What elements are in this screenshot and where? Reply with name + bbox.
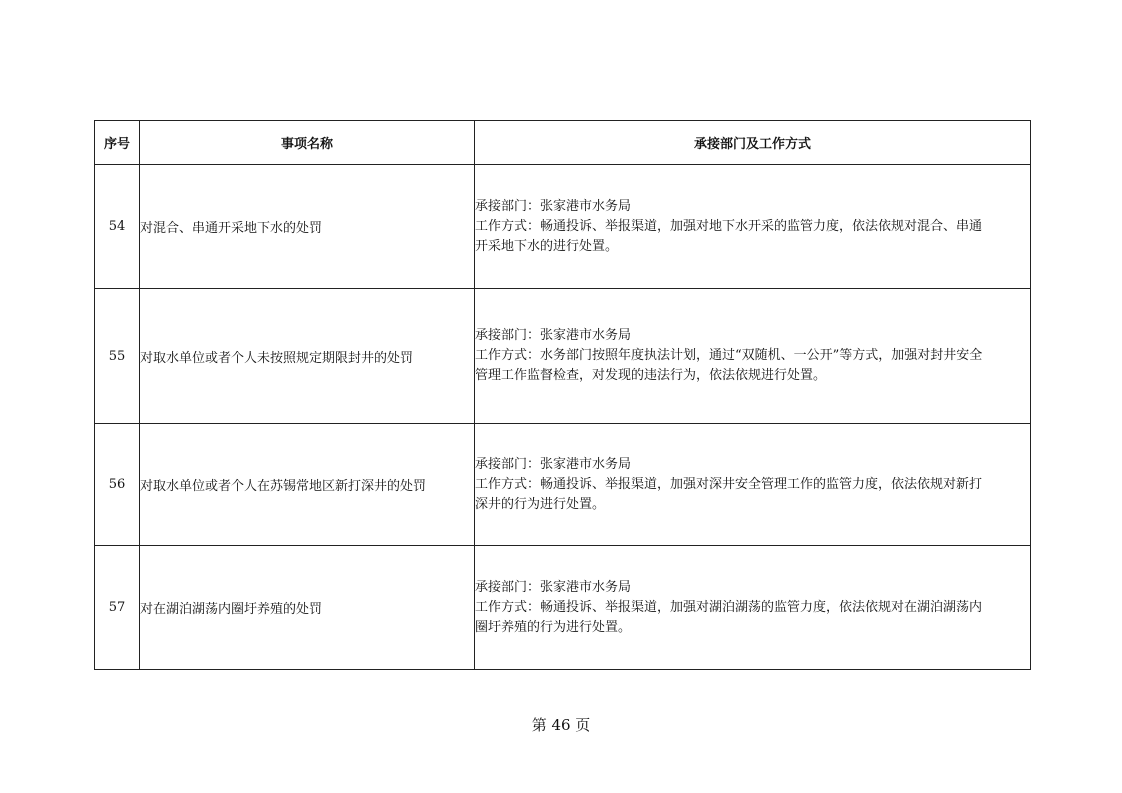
items-table <box>94 120 1031 670</box>
department-line: 承接部门：张家港市水务局 <box>475 198 632 214</box>
department-method-cell <box>475 546 1031 670</box>
row-number: 56 <box>95 424 140 546</box>
department-line: 承接部门：张家港市水务局 <box>475 579 632 595</box>
item-name: 对取水单位或者个人在苏锡常地区新打深井的处罚 <box>140 424 475 546</box>
method-line: 工作方式：畅通投诉、举报渠道，加强对湖泊湖荡的监管力度，依法依规对在湖泊湖荡内 <box>475 599 983 615</box>
department-method-cell <box>475 165 1031 289</box>
method-line: 管理工作监督检查，对发现的违法行为，依法依规进行处置。 <box>475 368 827 383</box>
department-method-cell <box>475 289 1031 424</box>
table-row <box>95 424 1031 546</box>
method-line: 深井的行为进行处置。 <box>475 496 606 512</box>
page-number: 第 46 页 <box>531 716 591 734</box>
table-row <box>95 289 1031 424</box>
item-name: 对在湖泊湖荡内圈圩养殖的处罚 <box>140 546 475 670</box>
header-serial-number: 序号 <box>95 121 140 165</box>
method-line: 工作方式：畅通投诉、举报渠道，加强对地下水开采的监管力度，依法依规对混合、串通 <box>475 218 983 234</box>
method-line: 圈圩养殖的行为进行处置。 <box>475 619 632 635</box>
department-line: 承接部门：张家港市水务局 <box>475 328 632 343</box>
department-line: 承接部门：张家港市水务局 <box>475 456 632 472</box>
table-row <box>95 165 1031 289</box>
table-row <box>95 546 1031 670</box>
row-number: 57 <box>95 546 140 670</box>
method-line: 工作方式：水务部门按照年度执法计划，通过“双随机、一公开”等方式，加强对封井安全 <box>475 348 983 363</box>
row-number: 55 <box>95 289 140 424</box>
header-department-and-method: 承接部门及工作方式 <box>475 121 1031 165</box>
table-header-row <box>95 121 1031 165</box>
method-line: 开采地下水的进行处置。 <box>475 238 619 254</box>
item-name: 对取水单位或者个人未按照规定期限封井的处罚 <box>140 289 475 424</box>
header-item-name: 事项名称 <box>140 121 475 165</box>
row-number: 54 <box>95 165 140 289</box>
item-name: 对混合、串通开采地下水的处罚 <box>140 165 475 289</box>
department-method-cell <box>475 424 1031 546</box>
method-line: 工作方式：畅通投诉、举报渠道，加强对深井安全管理工作的监管力度，依法依规对新打 <box>475 476 983 492</box>
